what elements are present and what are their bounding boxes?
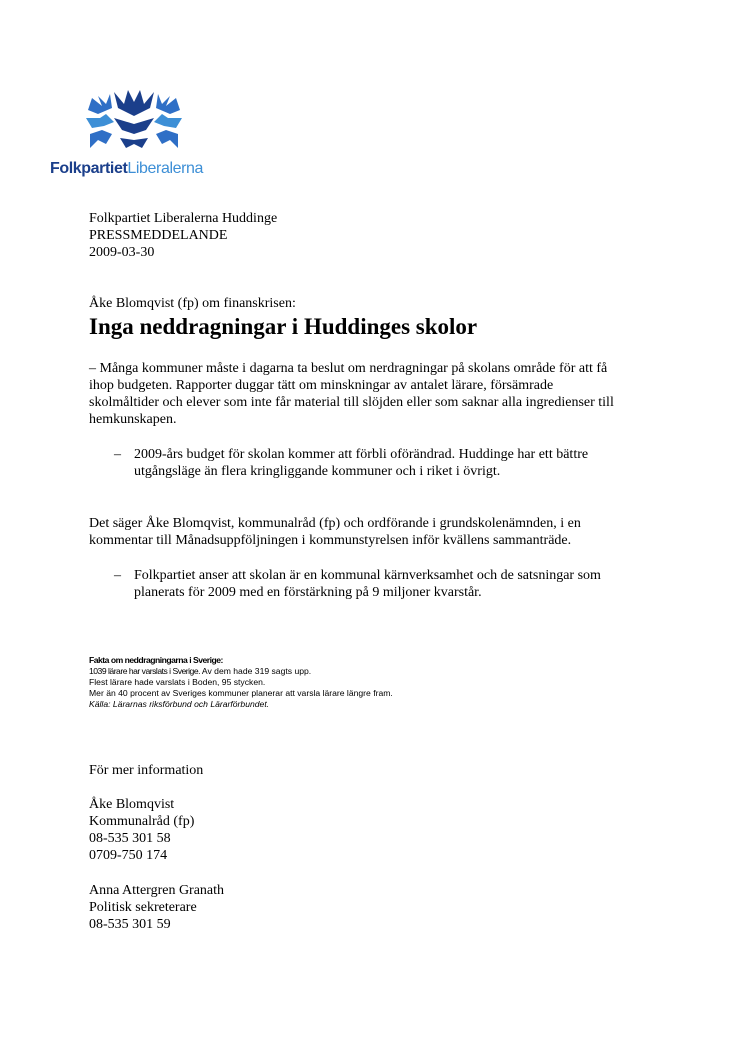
contact1-phone1: 08-535 301 58: [89, 831, 171, 846]
fakta-heading: Fakta om neddragningarna i Sverige:: [89, 655, 223, 665]
kicker: Åke Blomqvist (fp) om finanskrisen:: [89, 296, 296, 311]
quote1-line-2: utgångsläge än flera kringliggande kommuner och i riket i övrigt.: [134, 464, 501, 479]
quote2-line-1: Folkpartiet anser att skolan är en kommunal kärnverksamhet och de satsningar som: [134, 568, 601, 583]
fakta-block: [89, 655, 393, 710]
logo-word-bold: Folkpartiet: [50, 160, 128, 177]
fakta-line-2: Flest lärare hade varslats i Boden, 95 stycken.: [89, 677, 266, 687]
quote2-line-2: planerats för 2009 med en förstärkning på 9 miljoner kvarstår.: [134, 585, 482, 600]
header-org: Folkpartiet Liberalerna Huddinge: [89, 211, 278, 226]
fakta-line-1b: Av dem hade 319 sagts upp.: [200, 666, 312, 676]
headline: Inga neddragningar i Huddinges skolor: [89, 314, 478, 339]
intro-line-1: – Många kommuner måste i dagarna ta beslut om nerdragningar på skolans område för att få: [89, 361, 608, 376]
contact1-name: Åke Blomqvist: [89, 797, 175, 812]
fakta-line-3: Mer än 40 procent av Sveriges kommuner planerar att varsla lärare längre fram.: [89, 688, 393, 698]
fakta-line-1: [89, 666, 393, 677]
contact1-phone2: 0709-750 174: [89, 848, 168, 863]
header-date: 2009-03-30: [89, 245, 155, 260]
quote1-dash: –: [114, 447, 121, 462]
contact1-role: Kommunalråd (fp): [89, 814, 195, 829]
logo-stars-icon: [84, 88, 184, 154]
logo-star-2: [114, 90, 154, 116]
logo-star-7: [90, 130, 112, 148]
fakta-source: Källa: Lärarnas riksförbund och Lärarförbundet.: [89, 699, 270, 709]
header-type: PRESSMEDDELANDE: [89, 228, 228, 243]
fakta-line-1a: 1039 lärare har varslats i Sverige.: [89, 666, 200, 676]
contact-heading: För mer information: [89, 763, 204, 778]
logo-star-5: [114, 118, 154, 134]
body-line-2: kommentar till Månadsuppföljningen i kommunstyrelsen inför kvällens sammanträde.: [89, 533, 572, 548]
quote1-line-1: 2009-års budget för skolan kommer att förbli oförändrad. Huddinge har ett bättre: [134, 447, 589, 462]
contact2-role: Politisk sekreterare: [89, 900, 197, 915]
intro-line-2: ihop budgeten. Rapporter duggar tätt om minskningar av antalet lärare, försämrade: [89, 378, 554, 393]
logo-wordmark: [50, 160, 203, 178]
body-line-1: Det säger Åke Blomqvist, kommunalråd (fp) och ordförande i grundskolenämnden, i en: [89, 516, 581, 531]
logo-star-6: [154, 114, 182, 128]
logo-word-light: Liberalerna: [127, 160, 204, 177]
contact2-phone1: 08-535 301 59: [89, 917, 171, 932]
quote2-dash: –: [114, 568, 121, 583]
intro-line-3: skolmåltider och elever som inte får material till slöjden eller som saknar alla ingredienser till: [89, 395, 614, 410]
logo-star-9: [156, 130, 178, 148]
logo-star-1: [88, 94, 112, 114]
logo-star-8: [120, 138, 148, 148]
contact2-name: Anna Attergren Granath: [89, 883, 225, 898]
logo-star-3: [156, 94, 180, 114]
intro-line-4: hemkunskapen.: [89, 412, 177, 427]
logo-star-4: [86, 114, 114, 128]
